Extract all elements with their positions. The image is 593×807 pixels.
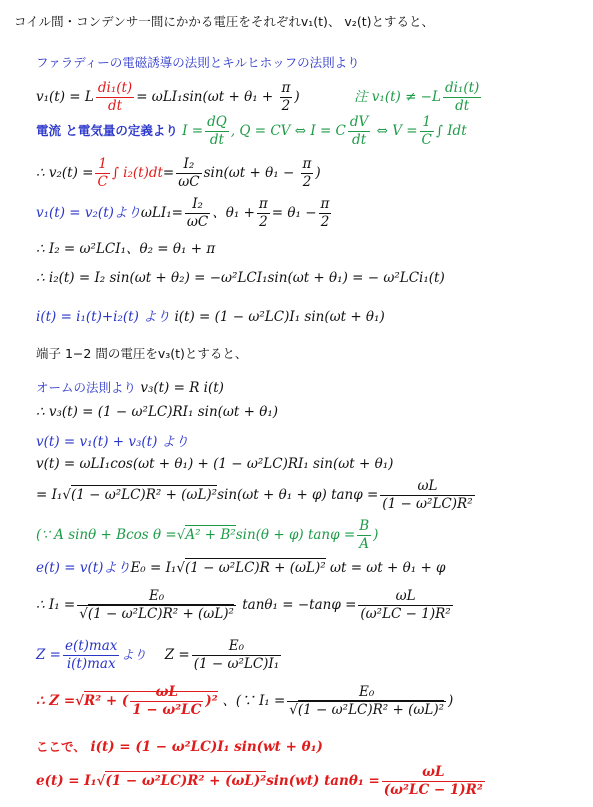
current-definition-line [36,114,593,149]
v-sum-line: v(t) = v₁(t) + v₃(t) より [36,434,189,450]
v1-equals-v2-line: v₁(t) = v₂(t)よりωLI₁= $\frac{\text{I₂}}{\omega C}$ 、θ₁ + $\frac{\pi}{2}$ = θ₁ − $\frac{\pi}{2}$ [36,196,330,230]
pi-half-frac: $\frac{\pi}{2}$ [281,80,291,114]
emf-result-line: e(t) = I₁√(1 − ω²LC)R² + (ωL)²sin(wt) tanθ₁ = $\frac{\omega L}{\text{(ω²LC − 1)R²}}$ [36,764,483,798]
v2-equation: ∴ v₂(t) = $\frac{1}{C}$ ∫ i₂(t)dt= $\frac{\text{I₂}}{\omega C}$ sin(ωt + θ₁ − $\frac{\pi}{2}$ ) [36,156,321,190]
impedance-definition-line: Z = $\frac{e(t)\max}{i(t)\max}$ より Z = $\frac{\text{E₀}}{\text{(1 − ω²LC)I₁}}$ [36,638,280,672]
faraday-line [36,53,593,71]
ohm-law-line: オームの法則より v₃(t) = R i(t) [36,380,224,396]
intro-text: コイル間・コンデンサ一間にかかる電圧をそれぞれv₁(t)、 v₂(t)とすると、 [14,14,434,29]
current-def-eq: I = $\frac{dQ}{dt}$ , Q = CV ⇔ I = C $\frac{dV}{dt}$ ⇔ V = $\frac{1}{C}$ ∫ Idt [182,114,467,148]
impedance-result-line: ∴ Z =√R² + ( $\frac{\omega L}{\text{1 − ω²LC}}$ )² 、(∵ I₁ = $\frac{\text{E₀}}{\text{√(1 − ω²LC)R² + (ωL)²}}$ ) [36,684,454,718]
v-expansion-line: v(t) = ωLI₁cos(ωt + θ₁) + (1 − ω²LC)RI₁ sin(ωt + θ₁) [36,456,394,472]
intro-line [14,12,593,30]
v1-lhs: v₁(t) = L [36,88,94,105]
terminal-voltage-line: 端子 1−2 間の電圧をv₃(t)とすると、 [36,346,248,361]
i-total-line: i(t) = i₁(t)+i₂(t) より i(t) = (1 − ω²LC)I₁ sin(ωt + θ₁) [36,309,385,325]
current-def-label: 電流 と電気量の定義より [36,122,178,138]
i1-solution-line: ∴ I₁ = $\frac{\text{E₀}}{\text{√(1 − ω²LC)R² + (ωL)²}}$ tanθ₁ = −tanφ = $\frac{\omega L}{\text{(ω²LC − 1)R²}}$ [36,588,451,622]
faraday-text: ファラディーの電磁誘導の法則とキルヒホッフの法則より [36,55,360,70]
v1-note: 注 v₁(t) ≠ −L $\frac{\text{di₁(t)}}{dt}$ [354,80,480,114]
i2-relation-line: ∴ I₂ = ω²LCI₁、θ₂ = θ₁ + π [36,241,216,257]
e-equals-v-line: e(t) = v(t)よりE₀ = I₁√(1 − ω²LC)R + (ωL)² ωt = ωt + θ₁ + φ [36,560,446,576]
v1-mid: = ωLI₁sin [136,88,203,105]
v1-frac: $\frac{\text{di₁(t)}}{dt}$ [97,80,133,114]
v3-line: ∴ v₃(t) = (1 − ω²LC)RI₁ sin(ωt + θ₁) [36,404,279,420]
trig-identity-line: (∵ A sinθ + Bcos θ =√A² + B²sin(θ + φ) tanφ = $\frac{B}{A}$ ) [36,518,379,552]
current-result-line: ここで、 i(t) = (1 − ω²LC)I₁ sin(wt + θ₁) [36,739,323,755]
v1-equation: v₁(t) = L $\frac{\text{di₁(t)}}{dt}$ = ωLI₁sin(ωt + θ₁ + $\frac{\pi}{2}$ ) 注 v₁(t) ≠ −L $\frac{\text{di₁(t)}}{dt}$ [36,80,593,115]
i2-expansion-line: ∴ i₂(t) = I₂ sin(ωt + θ₂) = −ω²LCI₁sin(ωt + θ₁) = − ω²LCi₁(t) [36,270,445,286]
v-amplitude-line: = I₁√(1 − ω²LC)R² + (ωL)²sin(ωt + θ₁ + φ) tanφ = $\frac{\omega L}{\text{(1 − ω²LC)R²}}$ [36,478,473,512]
